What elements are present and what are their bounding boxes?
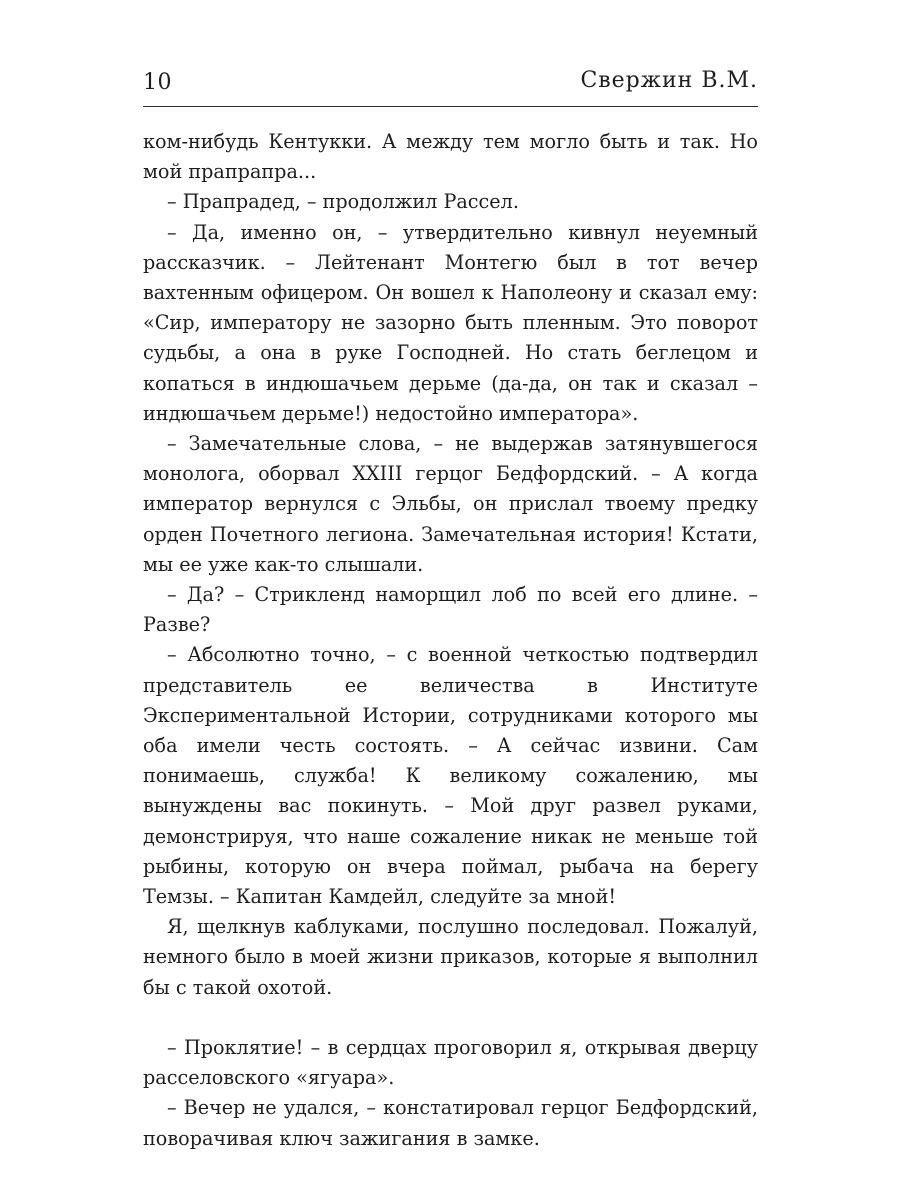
paragraph: ком-нибудь Кентукки. А между тем могло быть и так. Но мой прапрапра... [143, 130, 758, 184]
body-text [143, 127, 758, 1154]
paragraph: Я, щелкнув каблуками, послушно последовал. Пожалуй, немного было в моей жизни приказов, которые я выполнил бы с такой охотой. [143, 915, 758, 999]
page-header [143, 68, 758, 104]
paragraph: – Проклятие! – в сердцах проговорил я, открывая дверцу расселовского «ягуара». [143, 1035, 758, 1090]
paragraph: – Абсолютно точно, – с военной четкостью подтвердил представитель ее величества в Институте Экспериментальной Истории, сотрудниками которого мы оба имели честь состоять. – А сейчас извини. Сам понимаешь, служба! К великому сожалению, мы вынуждены вас покинуть. – Мой друг развел руками, демонстрируя, что наше сожаление никак не меньше той рыбины, которую он вчера поймал, рыбача на берегу Темзы. – Капитан Камдейл, следуйте за мной! [143, 643, 758, 909]
paragraph: – Да, именно он, – утвердительно кивнул неуемный рассказчик. – Лейтенант Монтегю был в тот вечер вахтенным офицером. Он вошел к Наполеону и сказал ему: «Сир, императору не зазорно быть пленным. Это поворот судьбы, а она в руке Господней. Но стать беглецом и копаться в индюшачьем дерьме (да-да, он так и сказал – индюшачьем дерьме!) недостойно императора». [143, 220, 758, 425]
section-break [143, 1003, 758, 1033]
header-rule [143, 106, 758, 107]
paragraph: – Вечер не удался, – констатировал герцог Бедфордский, поворачивая ключ зажигания в замке. [143, 1096, 758, 1150]
paragraph: – Да? – Стрикленд наморщил лоб по всей его длине. – Разве? [143, 583, 758, 637]
paragraph: – Замечательные слова, – не выдержав затянувшегося монолога, оборвал XXIII герцог Бедфордский. – А когда император вернулся с Эльбы, он прислал твоему предку орден Почетного легиона. Замечательная история! Кстати, мы ее уже как-то слышали. [143, 432, 758, 576]
page-number: 10 [143, 70, 172, 95]
paragraph: – Прапрадед, – продолжил Рассел. [167, 190, 519, 214]
running-head-author: Свержин В.М. [580, 68, 758, 93]
